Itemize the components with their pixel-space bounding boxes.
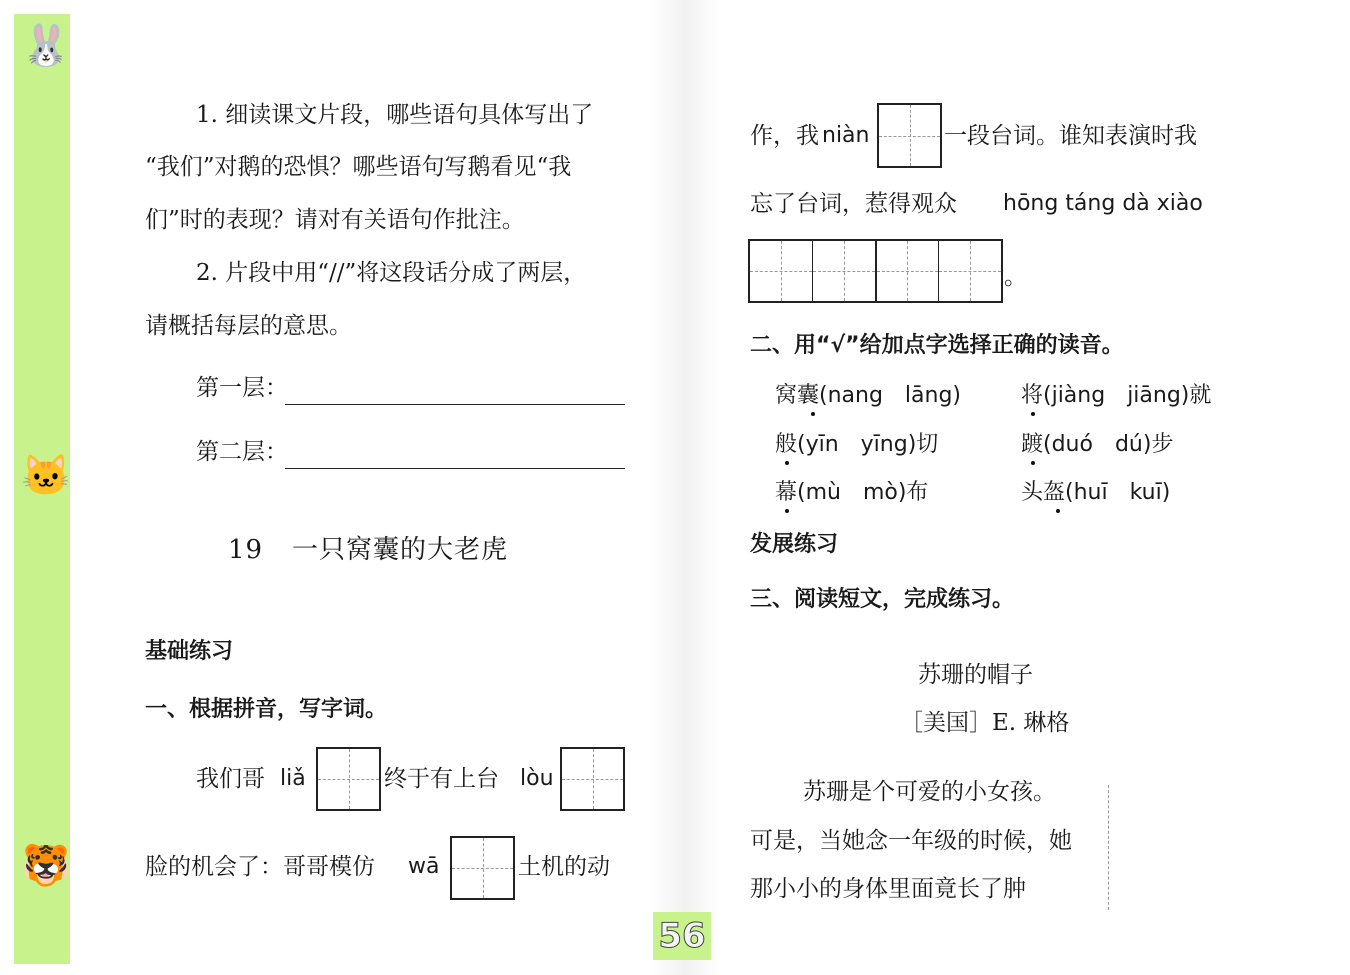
layer2-label: 第二层： <box>196 439 288 465</box>
ex1-s2-text-a: 脸的机会了：哥哥模仿 <box>145 854 375 880</box>
exercise3-heading: 三、阅读短文，完成练习。 <box>750 587 1015 612</box>
ex2-item-wonang[interactable]: 窝囊(nang lāng) <box>775 383 962 408</box>
ex1-s2-text-b: 土机的动 <box>518 854 610 880</box>
ex1-answer-box-wa[interactable] <box>450 836 515 900</box>
cat-mascot-icon: 🐱 <box>21 453 71 499</box>
ex2-item-yinqie[interactable]: 般(yīn yīng)切 <box>775 432 939 457</box>
r1-answer-box-nian[interactable] <box>877 103 942 168</box>
ex2-item-toukui[interactable]: 头盔(huī kuī) <box>1021 480 1171 505</box>
r2-text-a: 忘了台词，惹得观众 <box>750 191 957 217</box>
annotation-margin-line <box>1108 785 1109 910</box>
q2-line1: 2. 片段中用“//”将这段话分成了两层， <box>196 260 587 286</box>
q1-line1: 1. 细读课文片段，哪些语句具体写出了 <box>196 102 594 128</box>
r3-end-punct: 。 <box>1004 264 1027 290</box>
story-paragraph-line1: 苏珊是个可爱的小女孩。 <box>803 779 1056 805</box>
story-title: 苏珊的帽子 <box>918 662 1033 688</box>
emphasis-dot <box>811 412 815 416</box>
ex1-answer-box-lia[interactable] <box>316 747 381 811</box>
layer1-label: 第一层： <box>196 375 288 401</box>
r3-answer-box-four-chars[interactable] <box>748 239 1003 303</box>
ex1-s2-pinyin: wā <box>408 854 440 879</box>
ex1-answer-box-lou[interactable] <box>560 747 625 811</box>
exercise1-heading: 一、根据拼音，写字词。 <box>145 697 388 722</box>
r1-text-a: 作，我 <box>750 123 819 149</box>
ex1-s1-pinyin2: lòu <box>520 766 554 791</box>
page-gutter <box>650 0 720 975</box>
lesson-title: 一只窝囊的大老虎 <box>292 535 509 565</box>
emphasis-dot <box>1031 412 1035 416</box>
ex1-s1-text-a: 我们哥 <box>196 766 265 792</box>
exercise2-heading: 二、用“√”给加点字选择正确的读音。 <box>750 333 1124 358</box>
section-basic-practice: 基础练习 <box>145 639 234 664</box>
section-dev-practice: 发展练习 <box>750 532 839 557</box>
ex1-s1-pinyin1: liǎ <box>280 766 306 791</box>
ex2-item-jiangjiu[interactable]: 将(jiàng jiāng)就 <box>1021 383 1212 408</box>
tiger-mascot-icon: 🐯 <box>21 843 71 889</box>
q1-line2: “我们”对鹅的恐惧？哪些语句写鹅看见“我 <box>145 154 572 180</box>
lesson-number: 19 <box>228 535 264 565</box>
layer2-answer-line[interactable] <box>285 468 625 469</box>
q1-line3: 们”时的表现？请对有关语句作批注。 <box>145 207 525 233</box>
ex2-item-duobu[interactable]: 踱(duó dú)步 <box>1021 432 1174 457</box>
story-author: ［美国］E. 琳格 <box>900 710 1070 736</box>
emphasis-dot <box>1056 509 1060 513</box>
story-paragraph-line2: 可是，当她念一年级的时候，她 <box>750 828 1072 854</box>
q2-line2: 请概括每层的意思。 <box>145 313 352 339</box>
story-paragraph-line3: 那小小的身体里面竟长了肿 <box>750 876 1026 902</box>
ex2-item-mubu[interactable]: 幕(mù mò)布 <box>775 480 929 505</box>
r2-pinyin: hōng táng dà xiào <box>1003 191 1203 216</box>
r1-pinyin: niàn <box>822 123 870 148</box>
r1-text-b: 一段台词。谁知表演时我 <box>944 123 1197 149</box>
page-number: 56 <box>653 912 711 960</box>
rabbit-mascot-icon: 🐰 <box>21 23 71 69</box>
emphasis-dot <box>785 461 789 465</box>
layer1-answer-line[interactable] <box>285 404 625 405</box>
emphasis-dot <box>1031 461 1035 465</box>
emphasis-dot <box>785 509 789 513</box>
ex1-s1-text-b: 终于有上台 <box>384 766 499 792</box>
